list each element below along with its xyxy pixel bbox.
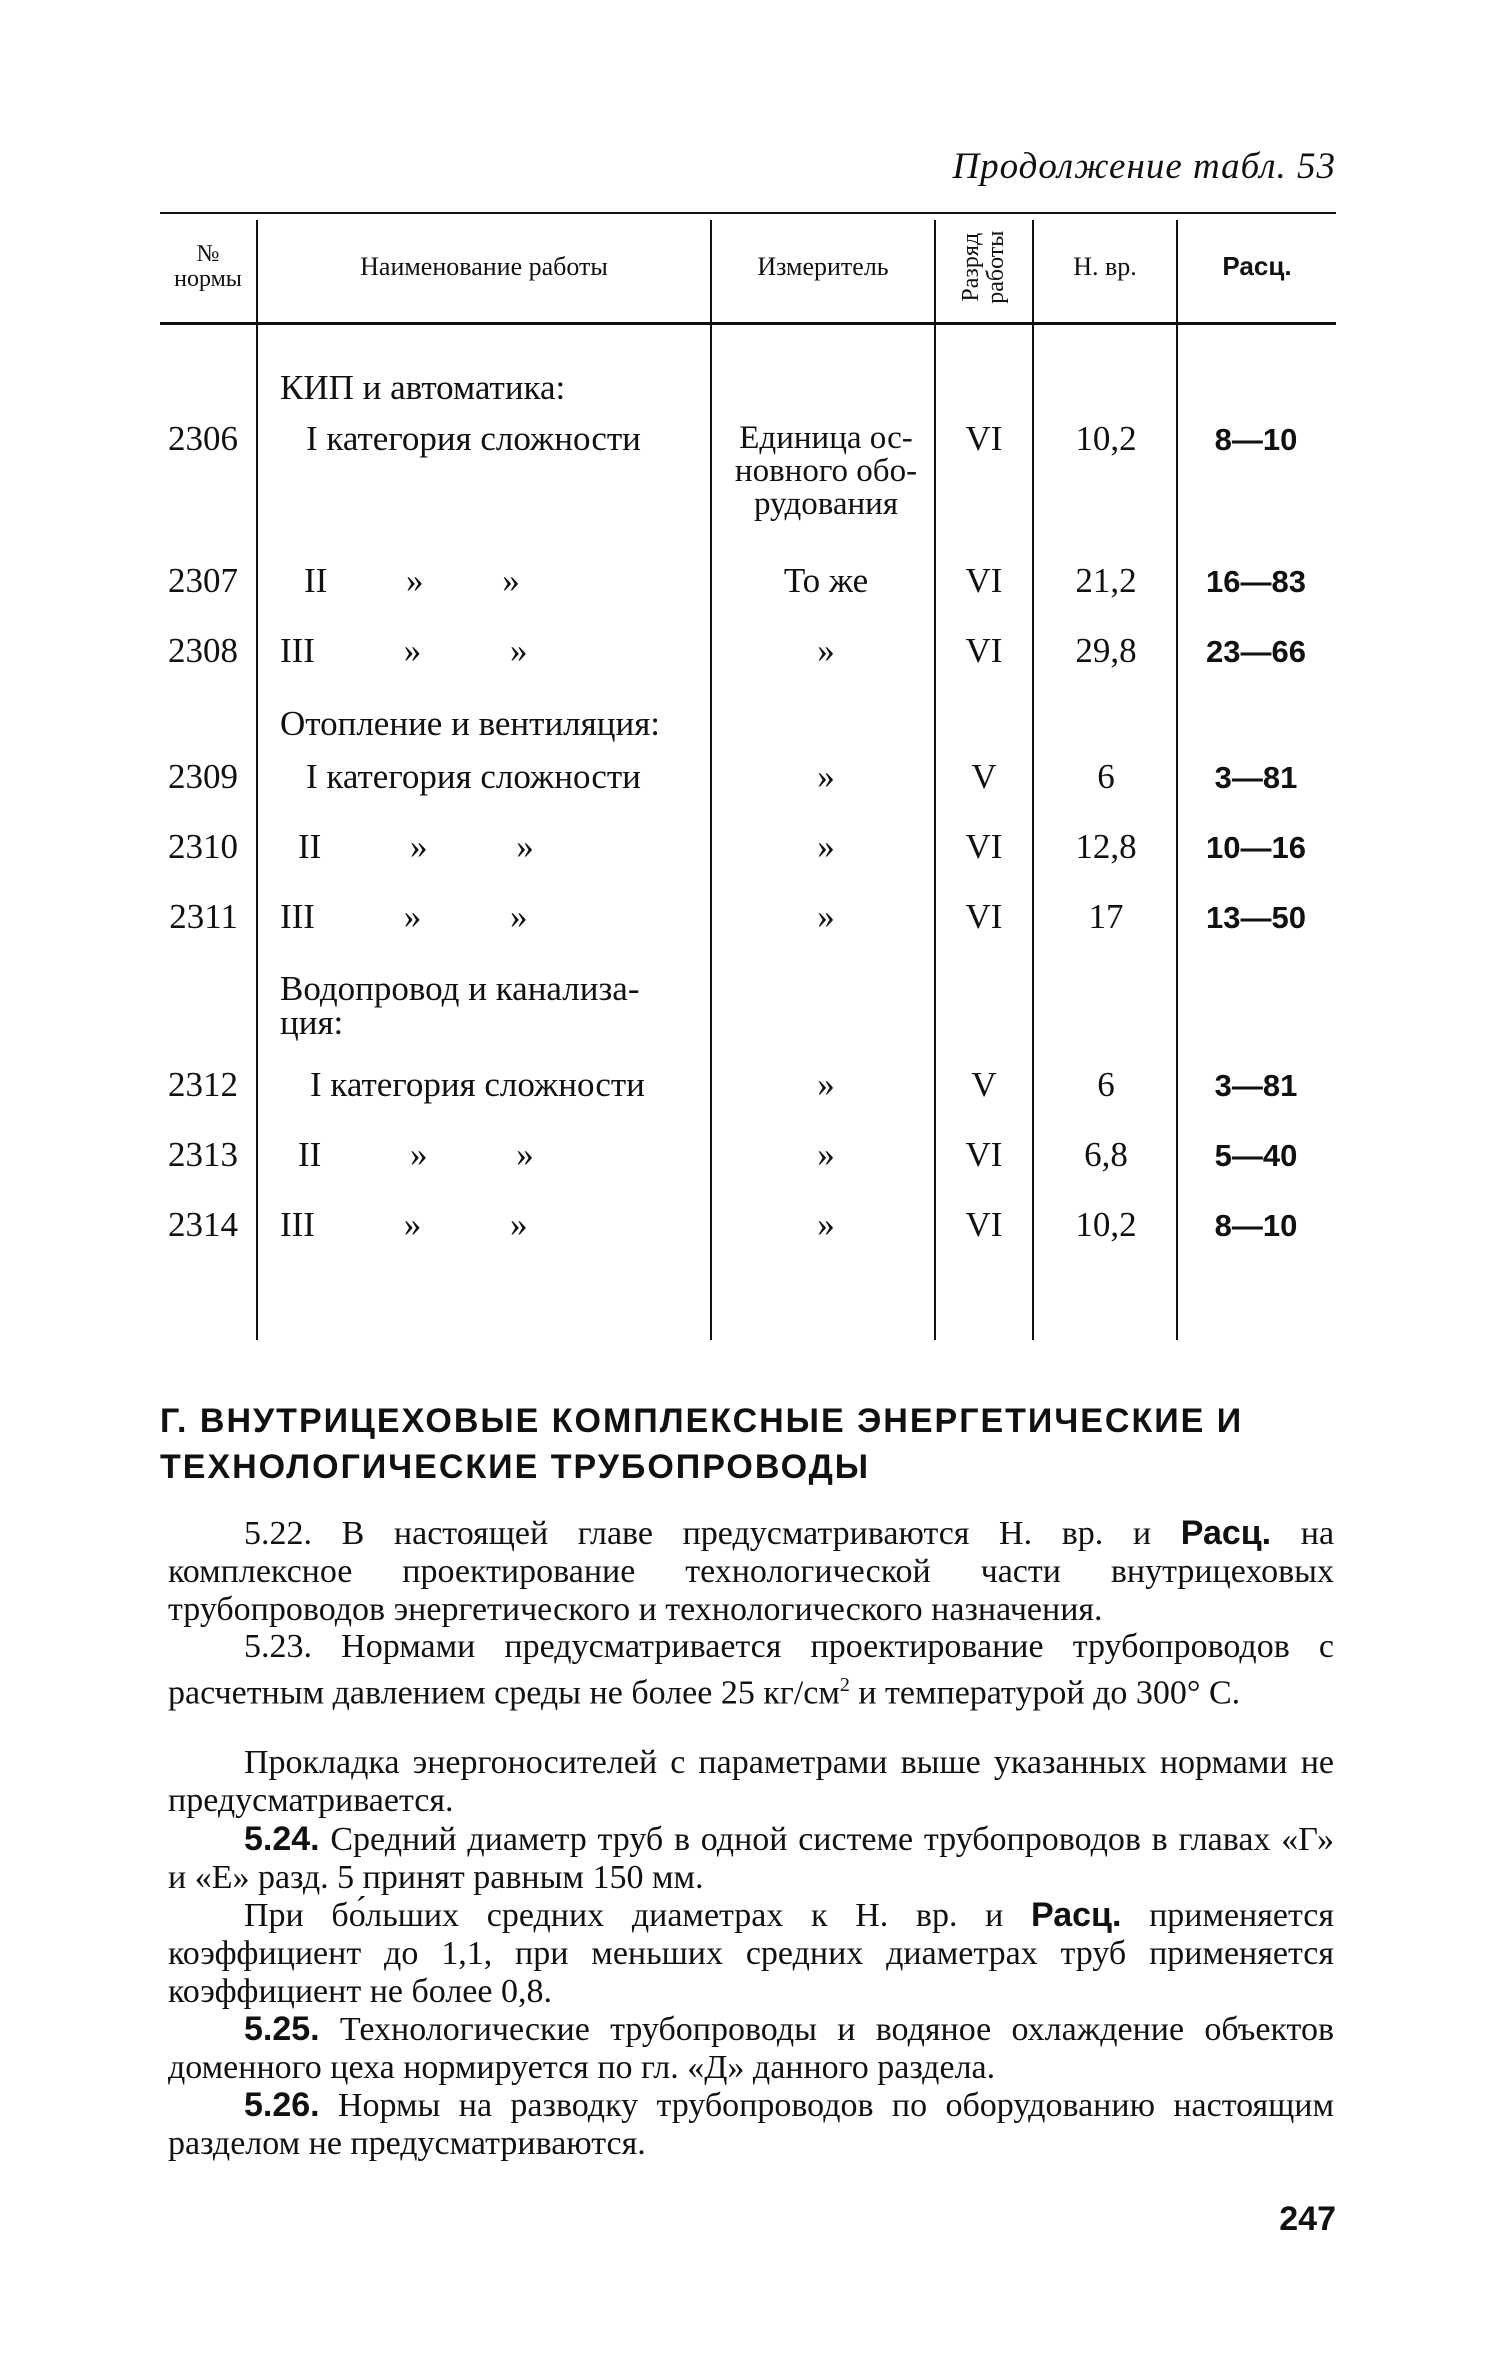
clause-number: 5.24. <box>244 1820 320 1858</box>
row-time-norm: 6,8 <box>1084 1135 1128 1174</box>
row-category: VI <box>965 897 1003 936</box>
clause-number: 5.23. <box>244 1628 312 1665</box>
group-heading-water: Водопровод и канализа-ция: <box>280 969 640 1042</box>
paragraph-bold-term: Расц. <box>1031 1896 1122 1934</box>
row-unit: » <box>817 827 835 866</box>
row-time-norm: 10,2 <box>1075 1205 1137 1244</box>
row-norm-number: 2311 <box>169 897 238 936</box>
row-category: V <box>971 1065 997 1104</box>
row-work-name: III » » <box>280 1205 528 1244</box>
table-header-rule <box>160 322 1336 325</box>
row-time-norm: 29,8 <box>1075 631 1137 670</box>
row-unit: Единица ос-новного обо-рудования <box>734 420 918 522</box>
row-work-name: I категория сложности <box>306 419 641 458</box>
column-divider <box>710 220 712 1340</box>
row-price: 5—40 <box>1214 1138 1298 1173</box>
paragraph-text: Средний диаметр труб в одной системе трубопроводов в главах «Г» и «Е» разд. 5 принят равным 150 мм. <box>168 1821 1334 1896</box>
row-time-norm: 17 <box>1088 897 1124 936</box>
row-time-norm: 12,8 <box>1075 827 1137 866</box>
paragraph-5-25 <box>168 2010 1334 2087</box>
row-unit: » <box>817 1135 835 1174</box>
row-time-norm: 10,2 <box>1075 419 1137 458</box>
header-category-cell <box>936 212 1032 322</box>
row-work-name: II » » <box>304 561 520 600</box>
row-norm-number: 2309 <box>168 757 238 796</box>
paragraph-bold-term: Расц. <box>1180 1514 1272 1552</box>
row-unit: » <box>817 757 835 796</box>
row-unit: » <box>817 1065 835 1104</box>
paragraph-5-24 <box>168 1820 1334 1897</box>
row-work-name: I категория сложности <box>306 757 641 796</box>
paragraph-text: применяется коэффициент до 1,1, при меньших средних диаметрах труб применяется коэффициент не более 0,8. <box>168 1897 1334 2010</box>
row-time-norm: 21,2 <box>1075 561 1137 600</box>
paragraph-5-23-cont <box>168 1744 1334 1820</box>
row-norm-number: 2306 <box>168 419 238 458</box>
header-time: Н. вр. <box>1073 252 1137 282</box>
row-norm-number: 2308 <box>168 631 238 670</box>
row-category: VI <box>965 419 1003 458</box>
row-unit: » <box>817 631 835 670</box>
clause-number: 5.22. <box>244 1515 312 1552</box>
paragraph-text: Нормами предусматривается проектирование трубопроводов с расчетным давлением среды не более 25 кг/см <box>168 1628 1335 1712</box>
row-category: VI <box>965 561 1003 600</box>
row-norm-number: 2313 <box>168 1135 238 1174</box>
row-work-name: II » » <box>298 1135 534 1174</box>
row-price: 8—10 <box>1214 1208 1298 1243</box>
paragraph-5-23 <box>168 1628 1334 1712</box>
clause-number: 5.26. <box>244 2086 320 2124</box>
row-category: VI <box>965 631 1003 670</box>
paragraph-text: и температурой до 300° С. <box>858 1674 1241 1712</box>
paragraph-5-22 <box>168 1514 1334 1629</box>
page-number: 247 <box>1279 2200 1336 2238</box>
row-category: VI <box>965 827 1003 866</box>
row-norm-number: 2314 <box>168 1205 238 1244</box>
row-category: VI <box>965 1135 1003 1174</box>
section-heading: Г. ВНУТРИЦЕХОВЫЕ КОМПЛЕКСНЫЕ ЭНЕРГЕТИЧЕСКИЕ И ТЕХНОЛОГИЧЕСКИЕ ТРУБОПРОВОДЫ <box>160 1402 1244 1486</box>
header-price: Расц. <box>1222 251 1292 282</box>
row-time-norm: 6 <box>1097 1065 1115 1104</box>
row-work-name: III » » <box>280 631 528 670</box>
paragraph-text: Прокладка энергоносителей с параметрами выше указанных нормами не предусматривается. <box>168 1744 1334 1819</box>
paragraph-5-26 <box>168 2086 1334 2163</box>
row-unit: » <box>817 1205 835 1244</box>
paragraph-text: на комплексное проектирование технологической части внутрицеховых трубопроводов энергетического и технологического назначения. <box>168 1515 1335 1628</box>
paragraph-text: В настоящей главе предусматриваются Н. вр. и <box>341 1515 1152 1552</box>
column-divider <box>1032 220 1034 1340</box>
row-work-name: II » » <box>298 827 534 866</box>
paragraph-text: При бо́льших средних диаметрах к Н. вр. и <box>244 1897 1004 1934</box>
header-unit: Измеритель <box>757 252 889 282</box>
row-unit: » <box>817 897 835 936</box>
norms-table <box>160 212 1336 1342</box>
row-work-name: III » » <box>280 897 528 936</box>
row-norm-number: 2307 <box>168 561 238 600</box>
row-price: 3—81 <box>1214 1068 1298 1103</box>
paragraph-text: Технологические трубопроводы и водяное охлаждение объектов доменного цеха нормируется по гл. «Д» данного раздела. <box>168 2011 1335 2086</box>
header-work-name: Наименование работы <box>360 252 608 282</box>
row-price: 8—10 <box>1214 422 1298 457</box>
header-norm-number: № нормы <box>174 240 242 292</box>
clause-number: 5.25. <box>244 2010 320 2048</box>
table-continuation-label: Продолжение табл. 53 <box>952 146 1336 187</box>
row-price: 3—81 <box>1214 760 1298 795</box>
row-norm-number: 2312 <box>168 1065 238 1104</box>
row-price: 16—83 <box>1206 564 1306 599</box>
row-norm-number: 2310 <box>168 827 238 866</box>
row-price: 13—50 <box>1206 900 1306 935</box>
paragraph-5-24-cont <box>168 1896 1334 2011</box>
paragraph-text: Нормы на разводку трубопроводов по оборудованию настоящим разделом не предусматриваются. <box>168 2087 1335 2162</box>
row-price: 23—66 <box>1206 634 1306 669</box>
superscript: 2 <box>839 1674 850 1696</box>
row-unit: То же <box>783 561 869 600</box>
row-category: V <box>971 757 997 796</box>
row-time-norm: 6 <box>1097 757 1115 796</box>
group-heading-kip: КИП и автоматика: <box>280 368 566 407</box>
header-category: Разряд работы <box>957 230 1009 304</box>
row-work-name: I категория сложности <box>310 1065 645 1104</box>
row-category: VI <box>965 1205 1003 1244</box>
column-divider <box>256 220 258 1340</box>
group-heading-heating: Отопление и вентиляция: <box>280 704 661 743</box>
row-price: 10—16 <box>1206 830 1306 865</box>
